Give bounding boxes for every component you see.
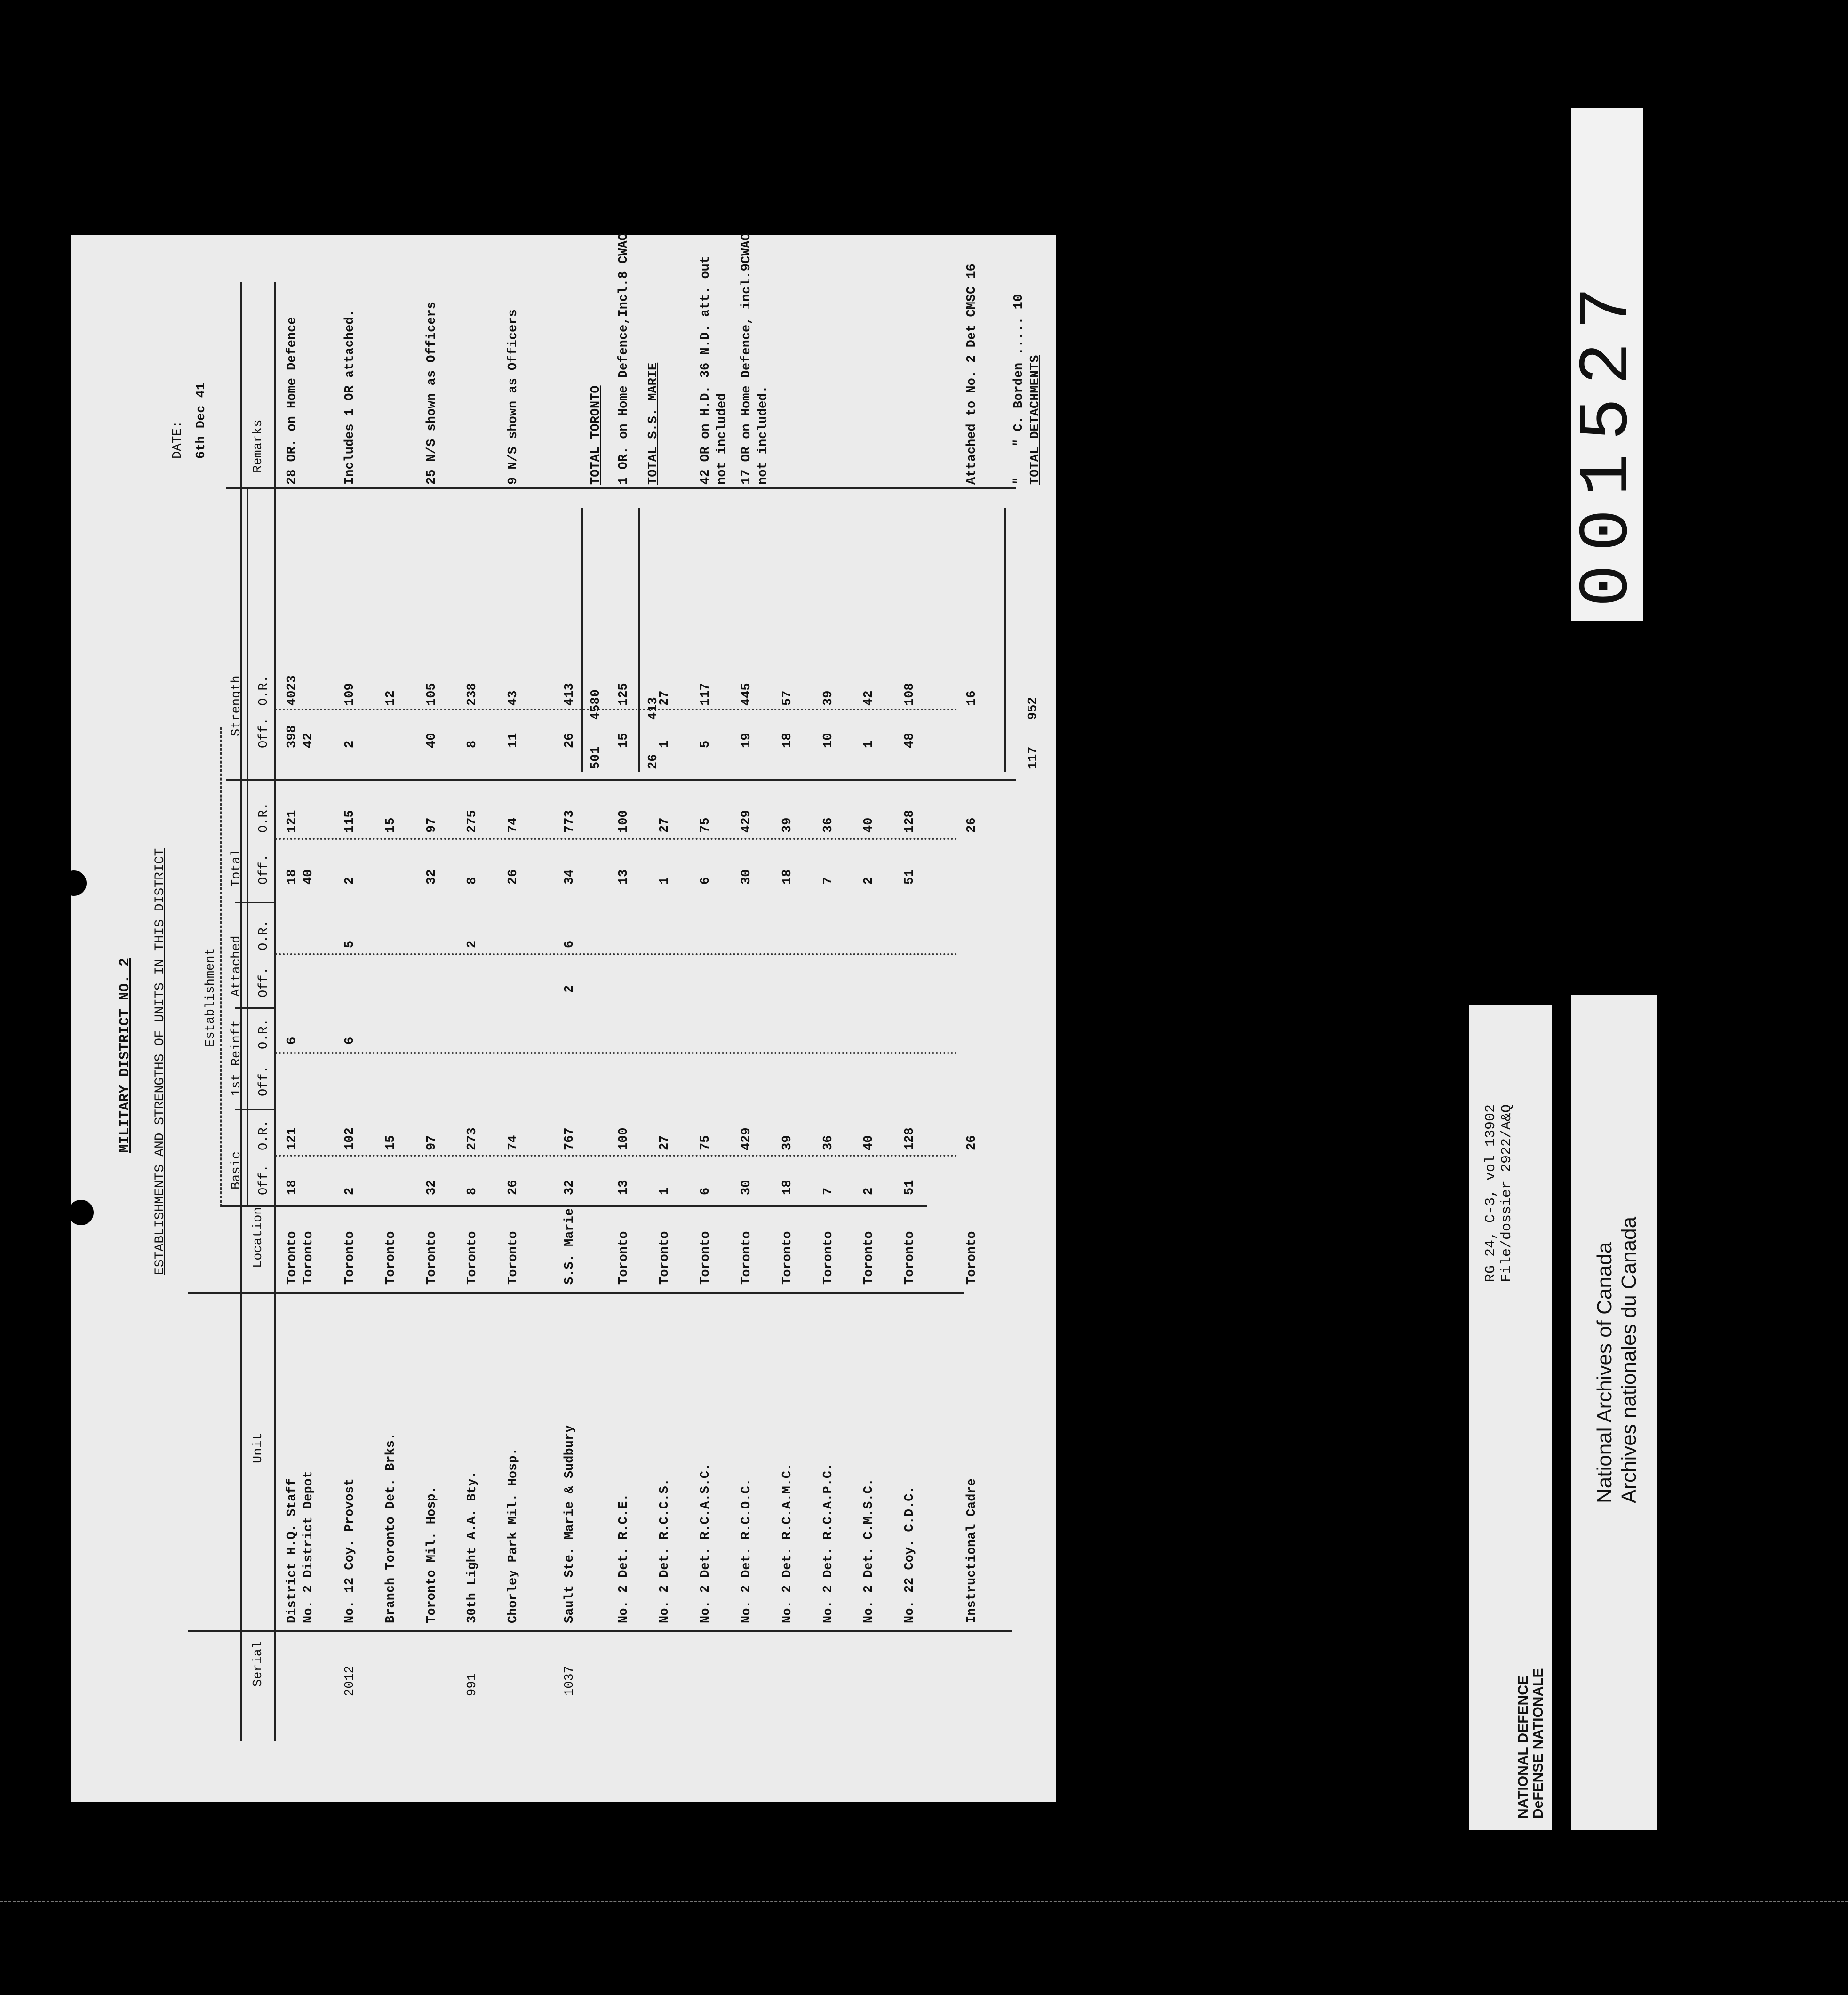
rotated-sheet bbox=[71, 235, 1056, 1802]
cell-att-or: 6 bbox=[563, 940, 577, 948]
cell-basic-off: 7 bbox=[821, 1187, 836, 1195]
cell-basic-or: 27 bbox=[658, 1135, 672, 1150]
department-line1: NATIONAL DEFENCE bbox=[1515, 1676, 1531, 1819]
cell-basic-off: 2 bbox=[862, 1187, 876, 1195]
cell-location: Toronto bbox=[425, 1231, 439, 1285]
cell-unit: No. 2 Det. R.C.C.S. bbox=[658, 1478, 672, 1623]
cell-str-off: 1 bbox=[862, 740, 876, 748]
cell-str-off: 11 bbox=[506, 733, 520, 748]
col-basic: Basic bbox=[230, 1151, 244, 1189]
total-toronto-off: 501 bbox=[589, 746, 603, 769]
cell-basic-off: 1 bbox=[658, 1187, 672, 1195]
cell-location: Toronto bbox=[862, 1231, 876, 1285]
cell-str-or: 12 bbox=[384, 690, 398, 706]
cell-basic-or: 102 bbox=[343, 1127, 357, 1150]
cell-tot-off: 6 bbox=[699, 877, 713, 885]
cell-tot-off: 34 bbox=[563, 869, 577, 885]
cell-location: Toronto bbox=[740, 1231, 754, 1285]
total-detachments-label: TOTAL DETACHMENTS bbox=[1028, 355, 1043, 485]
cell-str-or: 39 bbox=[821, 690, 836, 706]
cell-basic-off: 32 bbox=[425, 1180, 439, 1195]
frame-number-label bbox=[1568, 108, 1648, 621]
sub-off: Off. bbox=[257, 1165, 271, 1195]
col-unit: Unit bbox=[251, 1433, 265, 1463]
cell-basic-or: 429 bbox=[740, 1127, 754, 1150]
total-ssmarie-off: 26 bbox=[646, 754, 661, 769]
ssmarie-total-rule bbox=[638, 508, 640, 772]
cell-str-off: 8 bbox=[465, 740, 479, 748]
cell-basic-or: 97 bbox=[425, 1135, 439, 1150]
cell-basic-off: 32 bbox=[563, 1180, 577, 1195]
cell-tot-or: 773 bbox=[563, 810, 577, 833]
cell-basic-or: 75 bbox=[699, 1135, 713, 1150]
cell-tot-or: 121 bbox=[285, 810, 299, 833]
total-detachments-off: 117 bbox=[1026, 746, 1040, 769]
cell-basic-off: 2 bbox=[343, 1187, 357, 1195]
cell-basic-off: 51 bbox=[903, 1180, 917, 1195]
document-page bbox=[71, 235, 1056, 1802]
sub-or: O.R. bbox=[257, 802, 271, 833]
cell-unit: No. 22 Coy. C.D.C. bbox=[903, 1486, 917, 1623]
cell-str-off: 26 bbox=[563, 733, 577, 748]
file-reference bbox=[1483, 1104, 1515, 1282]
cell-tot-or: 74 bbox=[506, 817, 520, 833]
cell-location: Toronto bbox=[343, 1231, 357, 1285]
cell-tot-or: 36 bbox=[821, 817, 836, 833]
subheader-rule bbox=[274, 282, 276, 1741]
group-rule bbox=[247, 489, 248, 1207]
attached-dot-divider bbox=[275, 953, 957, 955]
cell-tot-or: 15 bbox=[384, 817, 398, 833]
cell-location: Toronto bbox=[781, 1231, 795, 1285]
cell-unit: No. 2 Det. R.C.A.P.C. bbox=[821, 1463, 836, 1623]
cell-str-off: 398 bbox=[285, 725, 299, 748]
col-attached: Attached bbox=[230, 935, 244, 997]
col-reinft: 1st Reinft bbox=[230, 1020, 244, 1096]
cell-str-off: 5 bbox=[699, 740, 713, 748]
cell-tot-off: 30 bbox=[740, 869, 754, 885]
department-line2: DeFENSE NATIONALE bbox=[1530, 1668, 1546, 1819]
cell-remarks: not included bbox=[715, 393, 729, 485]
col-serial: Serial bbox=[251, 1641, 265, 1687]
cell-basic-off: 18 bbox=[285, 1180, 299, 1195]
total-detachments-or: 952 bbox=[1026, 697, 1040, 720]
cell-unit: Sault Ste. Marie & Sudbury bbox=[563, 1425, 577, 1623]
cell-att-or: 2 bbox=[465, 940, 479, 948]
cell-tot-or: 75 bbox=[699, 817, 713, 833]
sub-or: O.R. bbox=[257, 1120, 271, 1150]
cell-location: Toronto bbox=[903, 1231, 917, 1285]
date-value: 6th Dec 41 bbox=[194, 382, 208, 459]
cell-location: Toronto bbox=[821, 1231, 836, 1285]
cell-basic-off: 13 bbox=[617, 1180, 631, 1195]
cell-tot-or: 39 bbox=[781, 817, 795, 833]
cell-tot-off: 7 bbox=[821, 877, 836, 885]
cell-unit: Instructional Cadre bbox=[965, 1478, 979, 1623]
cell-tot-off: 18 bbox=[285, 869, 299, 885]
cell-location: Toronto bbox=[658, 1231, 672, 1285]
cell-str-off: 40 bbox=[425, 733, 439, 748]
cell-basic-or: 26 bbox=[965, 1135, 979, 1150]
cell-str-off: 1 bbox=[658, 740, 672, 748]
cell-remarks: 42 OR on H.D. 36 N.D. att. out bbox=[699, 255, 713, 485]
cell-str-or: 109 bbox=[343, 683, 357, 706]
cell-str-off: 10 bbox=[821, 733, 836, 748]
total-dot-divider bbox=[275, 838, 957, 840]
cell-tot-or: 128 bbox=[903, 810, 917, 833]
cell-basic-off: 26 bbox=[506, 1180, 520, 1195]
cell-tot-or: 97 bbox=[425, 817, 439, 833]
cell-str-off: 15 bbox=[617, 733, 631, 748]
cell-unit: No. 12 Coy. Provost bbox=[343, 1478, 357, 1623]
basic-dot-divider bbox=[275, 1155, 957, 1157]
cell-location: S.S. Marie bbox=[563, 1208, 577, 1285]
archives-fr: Archives nationales du Canada bbox=[1617, 1216, 1641, 1503]
cell-remarks: 9 N/S shown as Officers bbox=[506, 309, 520, 485]
cell-str-or: 117 bbox=[699, 683, 713, 706]
cell-tot-off: 32 bbox=[425, 869, 439, 885]
cell-str-or: 16 bbox=[965, 690, 979, 706]
col-total: Total bbox=[230, 848, 244, 887]
unit-divider bbox=[188, 1292, 964, 1294]
cell-basic-or: 100 bbox=[617, 1127, 631, 1150]
cell-tot-or: 275 bbox=[465, 810, 479, 833]
cell-location: Toronto bbox=[302, 1231, 316, 1285]
cell-unit: 30th Light A.A. Bty. bbox=[465, 1470, 479, 1623]
sub-off: Off. bbox=[257, 854, 271, 885]
cell-basic-or: 767 bbox=[563, 1127, 577, 1150]
archives-name bbox=[1593, 1217, 1641, 1503]
strength-divider bbox=[226, 487, 1016, 489]
cell-unit: Branch Toronto Det. Brks. bbox=[384, 1432, 398, 1623]
cell-str-or: 238 bbox=[465, 683, 479, 706]
date-label: DATE: bbox=[171, 420, 185, 459]
sub-off: Off. bbox=[257, 967, 271, 998]
cell-unit: Toronto Mil. Hosp. bbox=[425, 1486, 439, 1623]
header-rule bbox=[240, 282, 242, 1741]
archive-number: 001527 bbox=[1568, 273, 1648, 607]
sub-off: Off. bbox=[257, 718, 271, 748]
reinf-divider bbox=[235, 1007, 275, 1009]
reference-line2: File/dossier 2922/A&Q bbox=[1499, 1104, 1515, 1282]
cell-tot-or: 40 bbox=[862, 817, 876, 833]
cell-tot-off: 13 bbox=[617, 869, 631, 885]
cell-str-or: 4023 bbox=[285, 675, 299, 706]
col-remarks: Remarks bbox=[251, 419, 265, 473]
strength-dot-divider bbox=[275, 709, 957, 710]
cell-reinf-or: 6 bbox=[285, 1037, 299, 1045]
cell-remarks: 1 OR. on Home Defence,Incl.8 CWAC bbox=[617, 233, 631, 485]
cell-tot-off: 8 bbox=[465, 877, 479, 885]
detachments-total-rule bbox=[1004, 508, 1006, 772]
cell-unit: No. 2 Det. C.M.S.C. bbox=[862, 1478, 876, 1623]
cell-unit: No. 2 Det. R.C.E. bbox=[617, 1493, 631, 1623]
cell-location: Toronto bbox=[699, 1231, 713, 1285]
cell-str-or: 108 bbox=[903, 683, 917, 706]
cell-att-or: 5 bbox=[343, 940, 357, 948]
cell-unit: No. 2 District Depot bbox=[302, 1470, 316, 1623]
cell-str-off: 42 bbox=[302, 733, 316, 748]
cell-tot-off: 1 bbox=[658, 877, 672, 885]
archives-label bbox=[1571, 995, 1657, 1830]
cell-remarks: not included. bbox=[756, 385, 770, 485]
cell-reinf-or: 6 bbox=[343, 1037, 357, 1045]
sub-or: O.R. bbox=[257, 675, 271, 706]
cell-basic-off: 8 bbox=[465, 1187, 479, 1195]
total-toronto-label: TOTAL TORONTO bbox=[589, 385, 603, 485]
cell-remarks: Includes 1 OR attached. bbox=[343, 309, 357, 485]
cell-tot-off: 26 bbox=[506, 869, 520, 885]
binder-hole bbox=[61, 870, 87, 896]
sub-or: O.R. bbox=[257, 920, 271, 950]
cell-str-or: 413 bbox=[563, 683, 577, 706]
cell-str-or: 42 bbox=[862, 690, 876, 706]
cell-serial: 2012 bbox=[343, 1666, 357, 1696]
cell-location: Toronto bbox=[285, 1231, 299, 1285]
cell-basic-or: 128 bbox=[903, 1127, 917, 1150]
cell-str-or: 43 bbox=[506, 690, 520, 706]
cell-str-or: 445 bbox=[740, 683, 754, 706]
cell-basic-or: 273 bbox=[465, 1127, 479, 1150]
binder-hole bbox=[68, 1200, 94, 1225]
total-divider bbox=[226, 779, 1016, 781]
toronto-total-rule bbox=[581, 508, 583, 772]
cell-str-off: 18 bbox=[781, 733, 795, 748]
cell-unit: No. 2 Det. R.C.A.S.C. bbox=[699, 1463, 713, 1623]
cell-serial: 991 bbox=[465, 1673, 479, 1696]
cell-remarks: Attached to No. 2 Det CMSC 16 bbox=[965, 263, 979, 485]
archives-en: National Archives of Canada bbox=[1593, 1242, 1616, 1503]
cell-tot-off: 18 bbox=[781, 869, 795, 885]
cell-tot-or: 26 bbox=[965, 817, 979, 833]
cell-unit: Chorley Park Mil. Hosp. bbox=[506, 1448, 520, 1623]
total-toronto-or: 4580 bbox=[589, 689, 603, 720]
cell-basic-or: 74 bbox=[506, 1135, 520, 1150]
cell-basic-off: 30 bbox=[740, 1180, 754, 1195]
cell-location: Toronto bbox=[617, 1231, 631, 1285]
sub-or: O.R. bbox=[257, 1019, 271, 1049]
col-strength: Strength bbox=[230, 675, 244, 736]
reference-label bbox=[1469, 1005, 1552, 1830]
cell-remarks: 17 OR on Home Defence, incl.9CWAC bbox=[740, 233, 754, 485]
department-stamp bbox=[1516, 1668, 1546, 1819]
cell-tot-off: 40 bbox=[302, 869, 316, 885]
reinf-dot-divider bbox=[275, 1052, 957, 1054]
reference-line1: RG 24, C-3, vol 13902 bbox=[1483, 1104, 1499, 1282]
document-title: MILITARY DISTRICT NO. 2 bbox=[117, 958, 133, 1153]
sub-off: Off. bbox=[257, 1066, 271, 1096]
cell-remarks: 25 N/S shown as Officers bbox=[425, 302, 439, 485]
col-establishment: Establishment bbox=[204, 948, 218, 1047]
borden-line: " " C. Borden ..... 10 bbox=[1012, 294, 1026, 485]
cell-basic-off: 6 bbox=[699, 1187, 713, 1195]
cell-tot-off: 2 bbox=[343, 877, 357, 885]
cell-str-or: 27 bbox=[658, 690, 672, 706]
cell-location: Toronto bbox=[384, 1231, 398, 1285]
attached-divider bbox=[235, 902, 275, 903]
cell-basic-or: 15 bbox=[384, 1135, 398, 1150]
cell-unit: No. 2 Det. R.C.A.M.C. bbox=[781, 1463, 795, 1623]
cell-tot-or: 27 bbox=[658, 817, 672, 833]
location-divider bbox=[221, 1205, 927, 1207]
cell-str-or: 125 bbox=[617, 683, 631, 706]
cell-location: Toronto bbox=[506, 1231, 520, 1285]
basic-divider bbox=[235, 1109, 275, 1110]
cell-att-off: 2 bbox=[563, 985, 577, 993]
cell-str-off: 19 bbox=[740, 733, 754, 748]
cell-str-or: 57 bbox=[781, 690, 795, 706]
cell-tot-or: 429 bbox=[740, 810, 754, 833]
col-location: Location bbox=[251, 1207, 265, 1268]
cell-basic-or: 121 bbox=[285, 1127, 299, 1150]
cell-tot-or: 100 bbox=[617, 810, 631, 833]
cell-str-off: 2 bbox=[343, 740, 357, 748]
cell-serial: 1037 bbox=[563, 1666, 577, 1696]
cell-remarks: 28 OR. on Home Defence bbox=[285, 317, 299, 485]
total-ssmarie-label: TOTAL S.S. MARIE bbox=[646, 362, 661, 485]
cell-location: Toronto bbox=[465, 1231, 479, 1285]
cell-unit: District H.Q. Staff bbox=[285, 1478, 299, 1623]
serial-divider bbox=[188, 1630, 1012, 1632]
cell-unit: No. 2 Det. R.C.O.C. bbox=[740, 1478, 754, 1623]
cell-location: Toronto bbox=[965, 1231, 979, 1285]
establishment-rule bbox=[220, 727, 222, 1207]
film-edge-rule bbox=[0, 1901, 1848, 1902]
total-ssmarie-or: 413 bbox=[646, 697, 661, 720]
cell-tot-off: 51 bbox=[903, 869, 917, 885]
cell-tot-or: 115 bbox=[343, 810, 357, 833]
cell-basic-off: 18 bbox=[781, 1180, 795, 1195]
document-subtitle: ESTABLISHMENTS AND STRENGTHS OF UNITS IN THIS DISTRICT bbox=[153, 848, 167, 1275]
cell-str-off: 48 bbox=[903, 733, 917, 748]
cell-basic-or: 36 bbox=[821, 1135, 836, 1150]
cell-basic-or: 40 bbox=[862, 1135, 876, 1150]
cell-str-or: 105 bbox=[425, 683, 439, 706]
cell-tot-off: 2 bbox=[862, 877, 876, 885]
cell-basic-or: 39 bbox=[781, 1135, 795, 1150]
